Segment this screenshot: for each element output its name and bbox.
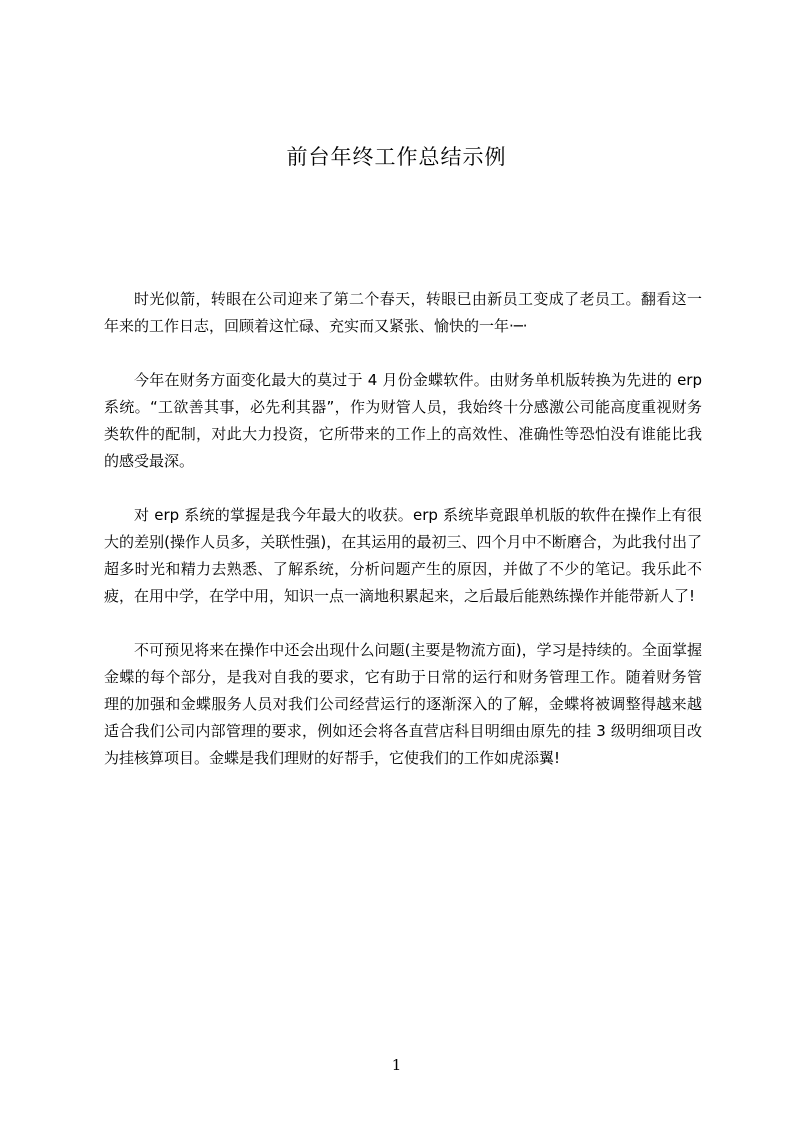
- paragraph-3: 对 erp 系统的掌握是我今年最大的收获。erp 系统毕竟跟单机版的软件在操作上有很大的差别(操作人员多，关联性强)，在其运用的最初三、四个月中不断磨合，为此我付出了超多时光和精力去熟悉、了解系统，分析问题产生的原因，并做了不少的笔记。我乐此不疲，在用中学，在学中用，知识一点一滴地积累起来，之后最后能熟练操作并能带新人了!: [104, 506, 702, 605]
- paragraph-1: 时光似箭，转眼在公司迎来了第二个春天，转眼已由新员工变成了老员工。翻看这一年来的工作日志，回顾着这忙碌、充实而又紧张、愉快的一年·─·: [104, 290, 702, 335]
- document-title: 前台年终工作总结示例: [286, 145, 507, 169]
- page-number: 1: [391, 1056, 402, 1074]
- paragraph-2: 今年在财务方面变化最大的莫过于 4 月份金蝶软件。由财务单机版转换为先进的 erp 系统。“工欲善其事，必先利其器”，作为财管人员，我始终十分感激公司能高度重视财务类软件的配制，对此大力投资，它所带来的工作上的高效性、准确性等恐怕没有谁能比我的感受最深。: [104, 371, 702, 470]
- document-body: [104, 286, 702, 799]
- paragraph-4: 不可预见将来在操作中还会出现什么问题(主要是物流方面)，学习是持续的。全面掌握金蝶的每个部分，是我对自我的要求，它有助于日常的运行和财务管理工作。随着财务管理的加强和金蝶服务人员对我们公司经营运行的逐渐深入的了解，金蝶将被调整得越来越适合我们公司内部管理的要求，例如还会将各直营店科目明细由原先的挂 3 级明细项目改为挂核算项目。金蝶是我们理财的好帮手，它使我们的工作如虎添翼!: [104, 641, 702, 767]
